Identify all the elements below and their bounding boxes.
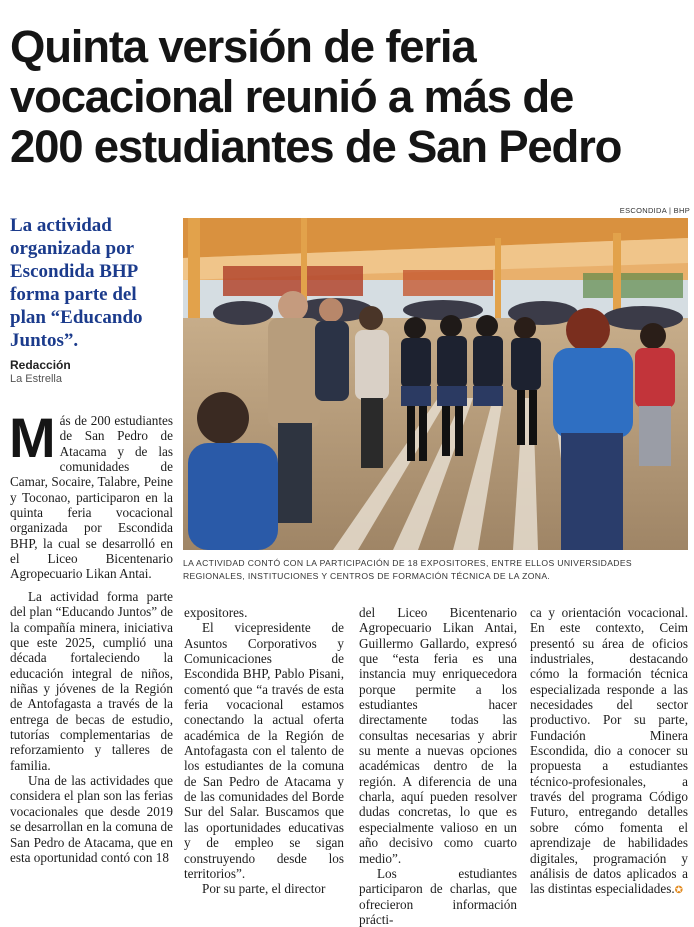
headline-line-2: vocacional reunió a más de [10, 71, 574, 122]
paragraph-3-continued: expositores. [184, 605, 248, 620]
drop-cap: M [9, 406, 56, 469]
headline-line-3: 200 estudiantes de San Pedro [10, 121, 622, 172]
byline [10, 358, 170, 385]
paragraph-2: La actividad forma parte del plan “Educando Juntos” de la compañía minera, iniciativa que este 2025, cumplió una década fortaleciendo la educación integral de niños, niñas y jóvenes de la Región de Antofagasta a través de la entrega de becas de estudio, tutorías complementarias de reforzamiento y talleres de familia. [10, 589, 173, 773]
paragraph-5: Por su parte, el director [202, 881, 326, 897]
body-column-1-bottom [10, 589, 173, 865]
paragraph-6: Los estudiantes participaron de charlas, que ofrecieron información prácti- [359, 865, 517, 927]
body-column-1-top [9, 406, 173, 582]
paragraph-6-continued [530, 605, 688, 899]
byline-author: Redacción [10, 358, 71, 372]
body-column-3 [359, 605, 517, 927]
lead-summary: La actividad organizada por Escondida BHP forma parte del plan “Educando Juntos”. [10, 215, 143, 351]
headline-line-1: Quinta versión de feria [10, 21, 476, 72]
paragraph-5-continued: del Liceo Bicentenario Agropecuario Likan Antai, Guillermo Gallardo, expresó que “esta feria es una instancia muy enriquecedora porque permite a los estudiantes hacer directamente todas las consultas necesarias y abrir su mente a nuevas opciones académicas dentro de la región. A diferencia de una charla, aquí pueden resolver dudas concretas, lo que es especialmente valioso en un año decisivo como cuarto medio”. [359, 605, 517, 866]
headline [10, 22, 686, 172]
paragraph-6-continued-text: ca y orientación vocacional. En este contexto, Ceim presentó su área de oficios industriales, destacando cómo la formación técnica especializada responde a las necesidades del sector productivo. Por su parte, Fundación Minera Escondida, dio a conocer su propuesta a estudiantes técnico-profesionales, a través del programa Código Futuro, entregando detalles sobre cómo fomenta el aprendizaje de habilidades digitales, programación y análisis de datos aplicados a las distintas especialidades. [530, 605, 688, 897]
article-photo [183, 218, 688, 550]
paragraph-1-text: ás de 200 estudiantes de San Pedro de Atacama y de las comunidades de Camar, Socaire, Talabre, Peine y Toconao, participaron en la quinta feria vocacional organizada por Escondida BHP, la cual se desarrolló en el Liceo Bicentenario Agropecuario Likan Antai. [10, 413, 173, 582]
photo-credit: ESCONDIDA | BHP [619, 206, 690, 215]
paragraph-3: Una de las actividades que considera el plan son las ferias vocacionales que desde 2019 se desarrollan en la comuna de San Pedro de Atacama, que en esta oportunidad contó con 18 [10, 773, 173, 865]
byline-outlet: La Estrella [10, 373, 62, 385]
body-column-2 [184, 605, 344, 897]
paragraph-4: El vicepresidente de Asuntos Corporativos y Comunicaciones de Escondida BHP, Pablo Pisani, comentó que “a través de esta feria vocacional estamos conectando la actual oferta académica de la Región de Antofagasta con el talento de los estudiantes de la comuna de San Pedro de Atacama y de las comunidades del Borde Sur del Salar. Buscamos que las oportunidades educativas y de empleo se sigan construyendo desde los territorios”. [184, 620, 344, 881]
paragraph-1 [9, 406, 173, 582]
end-mark-icon: ✪ [674, 885, 684, 897]
body-column-4 [530, 605, 688, 899]
photo-illustration [183, 218, 688, 550]
photo-caption: LA ACTIVIDAD CONTÓ CON LA PARTICIPACIÓN DE 18 EXPOSITORES, ENTRE ELLOS UNIVERSIDADES REGIONALES, INSTITUCIONES Y CENTROS DE FORMACIÓN TÉCNICA DE LA ZONA. [183, 558, 633, 581]
